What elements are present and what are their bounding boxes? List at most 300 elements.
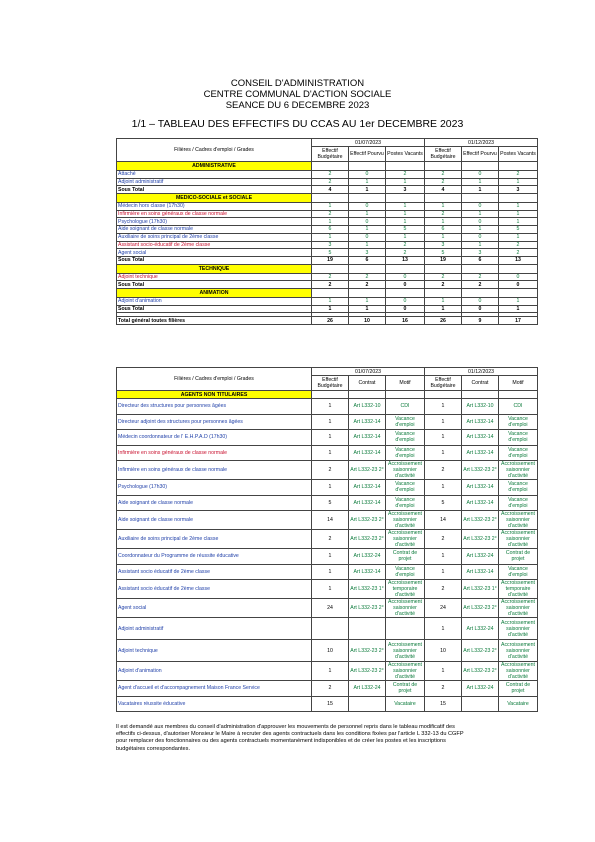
value-cell: 1 <box>425 549 462 565</box>
empty-cell <box>312 391 349 399</box>
value-cell <box>312 618 349 640</box>
value-cell: 5 <box>499 226 538 234</box>
value-cell: 3 <box>499 186 538 194</box>
row-label: Médecin hors classe (17h30) <box>117 203 312 211</box>
table-row <box>117 461 538 480</box>
value-cell: 0 <box>462 233 499 241</box>
value-cell: Art L332-14 <box>462 414 499 430</box>
value-cell: 2 <box>425 530 462 549</box>
value-cell: Vacance d'emploi <box>499 480 538 496</box>
value-cell: Vacance d'emploi <box>386 564 425 580</box>
page-title: 1/1 – TABLEAU DES EFFECTIFS DU CCAS AU 1er DECEMBRE 2023 <box>131 118 464 130</box>
value-cell: 5 <box>312 249 349 257</box>
value-cell: 2 <box>312 461 349 480</box>
table-row <box>117 297 538 305</box>
row-label: Psychologue (17h30) <box>117 480 312 496</box>
row-label: Sous Total <box>117 186 312 194</box>
table-row <box>117 171 538 179</box>
value-cell: Art L332-23 1° <box>462 580 499 599</box>
value-cell: 0 <box>462 297 499 305</box>
value-cell: 1 <box>312 480 349 496</box>
value-cell: 1 <box>386 210 425 218</box>
value-cell: 1 <box>312 445 349 461</box>
value-cell: 1 <box>425 399 462 415</box>
value-cell: Art L332-23 2° <box>462 530 499 549</box>
value-cell: Accroissement saisonnier d'activité <box>499 511 538 530</box>
footer-line: effectifs ci-dessus, d'autoriser Monsieur le Maire à recruter des agents contractuels dans les conditions fixées par l'article L 332-13 du CGFP <box>116 731 464 738</box>
value-cell: Accroissement saisonnier d'activité <box>499 599 538 618</box>
value-cell: Art L332-14 <box>462 480 499 496</box>
value-cell: Accroissement saisonnier d'activité <box>386 640 425 662</box>
value-cell: 1 <box>349 305 386 313</box>
total-value: 26 <box>312 317 349 325</box>
value-cell: 0 <box>349 171 386 179</box>
value-cell: Art L332-24 <box>462 681 499 697</box>
value-cell: 6 <box>312 226 349 234</box>
value-cell: 1 <box>386 233 425 241</box>
empty-cell <box>425 194 462 203</box>
table-row <box>117 233 538 241</box>
value-cell: 1 <box>312 414 349 430</box>
value-cell: Contrat de projet <box>386 549 425 565</box>
value-cell: 1 <box>462 210 499 218</box>
value-cell: 2 <box>312 273 349 281</box>
row-label: Attaché <box>117 171 312 179</box>
footer-line: pour remplacer des fonctionnaires ou des agents contractuels momentanément indisponibles et de créer les postes et les inscriptions <box>116 738 446 745</box>
empty-cell <box>425 288 462 297</box>
date-header-2: 01/12/2023 <box>425 139 538 147</box>
value-cell: 2 <box>386 249 425 257</box>
value-cell: 1 <box>312 305 349 313</box>
value-cell: 2 <box>312 178 349 186</box>
value-cell: 1 <box>312 218 349 226</box>
empty-cell <box>386 194 425 203</box>
empty-cell <box>349 264 386 273</box>
value-cell: 1 <box>312 203 349 211</box>
empty-cell <box>462 162 499 171</box>
row-label: Agent d'accueil et d'accompagnement Maison France Service <box>117 681 312 697</box>
value-cell: 1 <box>386 218 425 226</box>
empty-cell <box>425 391 462 399</box>
value-cell: 2 <box>425 210 462 218</box>
table-row <box>117 495 538 511</box>
empty-cell <box>349 162 386 171</box>
value-cell: 3 <box>386 186 425 194</box>
table-row <box>117 681 538 697</box>
sub-header: Motif <box>386 376 425 391</box>
agents-non-titulaires-table <box>116 367 538 712</box>
value-cell: 1 <box>499 305 538 313</box>
value-cell: CDI <box>499 399 538 415</box>
header-line-1: CONSEIL D'ADMINISTRATION <box>230 78 365 89</box>
value-cell: 1 <box>499 178 538 186</box>
value-cell: Vacataire <box>499 696 538 712</box>
table-row <box>117 256 538 264</box>
value-cell: Art L332-23 2° <box>349 662 386 681</box>
row-label: Aide soignant de classe normale <box>117 511 312 530</box>
value-cell: Art L332-14 <box>462 430 499 446</box>
value-cell: 3 <box>462 249 499 257</box>
value-cell: Art L332-10 <box>462 399 499 415</box>
value-cell: 13 <box>499 256 538 264</box>
value-cell: 10 <box>425 640 462 662</box>
empty-cell <box>386 288 425 297</box>
value-cell: 19 <box>425 256 462 264</box>
value-cell: Art L332-23 2° <box>349 461 386 480</box>
value-cell: 1 <box>425 305 462 313</box>
value-cell: 24 <box>425 599 462 618</box>
value-cell: Art L332-14 <box>349 495 386 511</box>
row-label: Infirmière en soins généraux de classe normale <box>117 210 312 218</box>
value-cell: 1 <box>425 414 462 430</box>
value-cell: 1 <box>462 178 499 186</box>
empty-cell <box>349 194 386 203</box>
value-cell: Art L332-23 2° <box>462 511 499 530</box>
sub-header: Effectif Pourvu <box>349 147 386 162</box>
section-row <box>117 288 538 297</box>
value-cell: 2 <box>425 580 462 599</box>
value-cell: 2 <box>462 273 499 281</box>
value-cell: 15 <box>425 696 462 712</box>
value-cell: 3 <box>425 241 462 249</box>
empty-cell <box>499 391 538 399</box>
empty-cell <box>499 288 538 297</box>
table-row <box>117 549 538 565</box>
value-cell: 0 <box>386 281 425 289</box>
value-cell: Art L332-23 2° <box>349 530 386 549</box>
row-label: Assistant socio-éducatif de 2ème classe <box>117 241 312 249</box>
value-cell: 1 <box>312 399 349 415</box>
value-cell: Art L332-10 <box>349 399 386 415</box>
value-cell: Contrat de projet <box>499 549 538 565</box>
value-cell: 0 <box>462 203 499 211</box>
row-label: Sous Total <box>117 256 312 264</box>
value-cell: 5 <box>425 249 462 257</box>
sub-header: Effectif Budgétaire <box>425 376 462 391</box>
row-label: Adjoint administratif <box>117 618 312 640</box>
sub-header: Effectif Budgétaire <box>425 147 462 162</box>
table-row <box>117 210 538 218</box>
value-cell: 6 <box>425 226 462 234</box>
value-cell <box>462 696 499 712</box>
empty-cell <box>349 288 386 297</box>
value-cell: 2 <box>499 241 538 249</box>
row-label: Agent social <box>117 599 312 618</box>
value-cell: 1 <box>349 178 386 186</box>
empty-cell <box>499 162 538 171</box>
value-cell: 1 <box>349 241 386 249</box>
row-label: Aide soignant de classe normale <box>117 226 312 234</box>
value-cell: 1 <box>425 233 462 241</box>
value-cell: 2 <box>425 171 462 179</box>
row-label: Médecin coordonnateur de l' E.H.P.A.D (17h30) <box>117 430 312 446</box>
section-row <box>117 194 538 203</box>
total-value: 16 <box>386 317 425 325</box>
row-label: Aide soignant de classe normale <box>117 495 312 511</box>
value-cell: 6 <box>462 256 499 264</box>
value-cell: Vacance d'emploi <box>386 495 425 511</box>
value-cell: Art L332-14 <box>349 430 386 446</box>
total-label: Total général toutes filières <box>117 317 312 325</box>
date-header-1: 01/07/2023 <box>312 139 425 147</box>
row-label: Psychologue (17h30) <box>117 218 312 226</box>
value-cell: 24 <box>312 599 349 618</box>
value-cell: 2 <box>499 249 538 257</box>
row-label: Directeur des structures pour personnes âgées <box>117 399 312 415</box>
value-cell: Art L332-24 <box>349 681 386 697</box>
value-cell: Vacance d'emploi <box>499 495 538 511</box>
row-label: Directeur adjoint des structures pour personnes âgées <box>117 414 312 430</box>
value-cell: Art L332-23 1° <box>349 580 386 599</box>
value-cell: 1 <box>499 218 538 226</box>
row-label: Sous Total <box>117 281 312 289</box>
value-cell: 2 <box>425 281 462 289</box>
total-value: 10 <box>349 317 386 325</box>
table-row <box>117 203 538 211</box>
empty-cell <box>386 391 425 399</box>
value-cell: Art L332-14 <box>462 495 499 511</box>
value-cell: Vacance d'emploi <box>386 430 425 446</box>
sub-header: Effectif Budgétaire <box>312 147 349 162</box>
value-cell: Vacance d'emploi <box>499 430 538 446</box>
total-value: 17 <box>499 317 538 325</box>
value-cell: 2 <box>386 241 425 249</box>
value-cell: 1 <box>425 564 462 580</box>
value-cell: 1 <box>425 430 462 446</box>
table-row <box>117 305 538 313</box>
value-cell: 1 <box>312 662 349 681</box>
footer-line: budgétaires correspondantes. <box>116 745 191 752</box>
value-cell: Art L332-23 2° <box>349 599 386 618</box>
value-cell: 14 <box>425 511 462 530</box>
value-cell: Art L332-14 <box>349 564 386 580</box>
value-cell: 0 <box>386 297 425 305</box>
empty-cell <box>499 194 538 203</box>
value-cell: 2 <box>349 273 386 281</box>
value-cell: 1 <box>349 297 386 305</box>
table-row <box>117 218 538 226</box>
value-cell: Art L332-24 <box>462 618 499 640</box>
row-label: Infirmière en soins généraux de classe normale <box>117 461 312 480</box>
header-line-3: SEANCE DU 6 DECEMBRE 2023 <box>225 100 370 111</box>
value-cell: Vacance d'emploi <box>499 414 538 430</box>
value-cell: 1 <box>462 226 499 234</box>
empty-cell <box>312 162 349 171</box>
sub-header: Motif <box>499 376 538 391</box>
empty-cell <box>349 391 386 399</box>
empty-cell <box>462 391 499 399</box>
value-cell: 1 <box>312 564 349 580</box>
value-cell: 1 <box>312 549 349 565</box>
value-cell <box>386 618 425 640</box>
value-cell: 2 <box>462 281 499 289</box>
row-label: Sous Total <box>117 305 312 313</box>
section-row <box>117 264 538 273</box>
value-cell: Accroissement saisonnier d'activité <box>499 530 538 549</box>
value-cell: 2 <box>312 281 349 289</box>
empty-cell <box>425 264 462 273</box>
value-cell: 2 <box>425 273 462 281</box>
value-cell: 5 <box>386 226 425 234</box>
row-label: Assistant socio éducatif de 2ème classe <box>117 564 312 580</box>
empty-cell <box>312 288 349 297</box>
value-cell: Art L332-14 <box>349 414 386 430</box>
table-row <box>117 696 538 712</box>
value-cell: Art L332-23 2° <box>462 662 499 681</box>
sub-header: Effectif Pourvu <box>462 147 499 162</box>
section-title: TECHNIQUE <box>117 264 312 273</box>
value-cell: 1 <box>425 618 462 640</box>
value-cell: 1 <box>386 203 425 211</box>
value-cell: 1 <box>425 203 462 211</box>
empty-cell <box>312 264 349 273</box>
value-cell: 1 <box>499 203 538 211</box>
table-row <box>117 618 538 640</box>
table-row <box>117 564 538 580</box>
row-label: Auxiliaire de soins principal de 2ème classe <box>117 530 312 549</box>
section-row <box>117 162 538 171</box>
sub-header: Postes Vacants <box>499 147 538 162</box>
value-cell: 0 <box>499 273 538 281</box>
value-cell: 2 <box>312 530 349 549</box>
value-cell: 0 <box>349 233 386 241</box>
value-cell: Vacance d'emploi <box>386 414 425 430</box>
empty-cell <box>386 162 425 171</box>
header-line-2: CENTRE COMMUNAL D'ACTION SOCIALE <box>203 89 392 100</box>
value-cell: Vacance d'emploi <box>386 480 425 496</box>
value-cell: Vacance d'emploi <box>499 564 538 580</box>
value-cell: 10 <box>312 640 349 662</box>
value-cell: Art L332-14 <box>462 564 499 580</box>
value-cell: 2 <box>312 681 349 697</box>
value-cell: 0 <box>462 171 499 179</box>
value-cell: Vacance d'emploi <box>386 445 425 461</box>
value-cell: 6 <box>349 256 386 264</box>
value-cell: 1 <box>499 297 538 305</box>
row-label: Adjoint administratif <box>117 178 312 186</box>
value-cell: Art L332-24 <box>462 549 499 565</box>
value-cell: Art L332-23 2° <box>462 640 499 662</box>
table-row <box>117 580 538 599</box>
value-cell: 1 <box>312 233 349 241</box>
section-title: MEDICO-SOCIALE et SOCIALE <box>117 194 312 203</box>
table-row <box>117 511 538 530</box>
value-cell: 2 <box>312 171 349 179</box>
value-cell: 0 <box>349 203 386 211</box>
value-cell: 1 <box>425 218 462 226</box>
value-cell: 15 <box>312 696 349 712</box>
value-cell: 0 <box>499 281 538 289</box>
table-row <box>117 249 538 257</box>
value-cell: 1 <box>312 580 349 599</box>
value-cell: CDI <box>386 399 425 415</box>
value-cell: 0 <box>386 273 425 281</box>
section-row <box>117 391 538 399</box>
table-row <box>117 599 538 618</box>
value-cell: 2 <box>312 210 349 218</box>
value-cell: 1 <box>386 178 425 186</box>
value-cell: 1 <box>499 210 538 218</box>
table-row <box>117 414 538 430</box>
table-row <box>117 640 538 662</box>
value-cell: Vacataire <box>386 696 425 712</box>
value-cell: Art L332-23 2° <box>349 511 386 530</box>
value-cell: Accroissement saisonnier d'activité <box>386 511 425 530</box>
empty-cell <box>499 264 538 273</box>
table-row <box>117 241 538 249</box>
value-cell: Accroissement saisonnier d'activité <box>386 461 425 480</box>
value-cell: 1 <box>312 297 349 305</box>
value-cell: 0 <box>386 305 425 313</box>
value-cell: 3 <box>349 249 386 257</box>
value-cell: 1 <box>425 297 462 305</box>
row-label: Adjoint d'animation <box>117 297 312 305</box>
value-cell: Art L332-14 <box>349 445 386 461</box>
sub-header: Effectif Budgétaire <box>312 376 349 391</box>
section-title: ADMINISTRATIVE <box>117 162 312 171</box>
value-cell: Vacance d'emploi <box>499 445 538 461</box>
value-cell: 2 <box>425 681 462 697</box>
date-header-2: 01/12/2023 <box>425 368 538 376</box>
value-cell: 14 <box>312 511 349 530</box>
value-cell: 0 <box>462 218 499 226</box>
value-cell: 4 <box>425 186 462 194</box>
value-cell: 0 <box>349 218 386 226</box>
value-cell: Accroissement saisonnier d'activité <box>386 662 425 681</box>
empty-cell <box>462 264 499 273</box>
value-cell: 1 <box>462 186 499 194</box>
row-label: Auxiliaire de soins principal de 2ème classe <box>117 233 312 241</box>
value-cell: 2 <box>349 281 386 289</box>
value-cell: 1 <box>349 186 386 194</box>
total-value: 9 <box>462 317 499 325</box>
value-cell: Art L332-23 2° <box>349 640 386 662</box>
value-cell: 1 <box>499 233 538 241</box>
value-cell: Art L332-24 <box>349 549 386 565</box>
total-value: 26 <box>425 317 462 325</box>
value-cell: Accroissement saisonnier d'activité <box>386 530 425 549</box>
table-row <box>117 445 538 461</box>
section-title: AGENTS NON TITULAIRES <box>117 391 312 399</box>
table-row <box>117 273 538 281</box>
value-cell: 1 <box>312 430 349 446</box>
date-header-1: 01/07/2023 <box>312 368 425 376</box>
column-label: Filières / Cadres d'emploi / Grades <box>117 368 312 391</box>
sub-header: Contrat <box>349 376 386 391</box>
empty-cell <box>462 288 499 297</box>
value-cell: 1 <box>425 445 462 461</box>
value-cell: 19 <box>312 256 349 264</box>
value-cell: Art L332-14 <box>349 480 386 496</box>
value-cell: Contrat de projet <box>499 681 538 697</box>
table-row <box>117 178 538 186</box>
footer-text <box>116 724 537 753</box>
value-cell: 13 <box>386 256 425 264</box>
value-cell: Accroissement saisonnier d'activité <box>386 599 425 618</box>
row-label: Coordonnateur du Programme de réussite éducative <box>117 549 312 565</box>
value-cell: Art L332-23 2° <box>462 599 499 618</box>
value-cell: Accroissement saisonnier d'activité <box>499 640 538 662</box>
value-cell: 5 <box>312 495 349 511</box>
sub-header: Contrat <box>462 376 499 391</box>
row-label: Vacataires réussite éducative <box>117 696 312 712</box>
table-row <box>117 530 538 549</box>
value-cell: 2 <box>386 171 425 179</box>
empty-cell <box>312 194 349 203</box>
table-row <box>117 226 538 234</box>
empty-cell <box>425 162 462 171</box>
value-cell: 1 <box>349 210 386 218</box>
